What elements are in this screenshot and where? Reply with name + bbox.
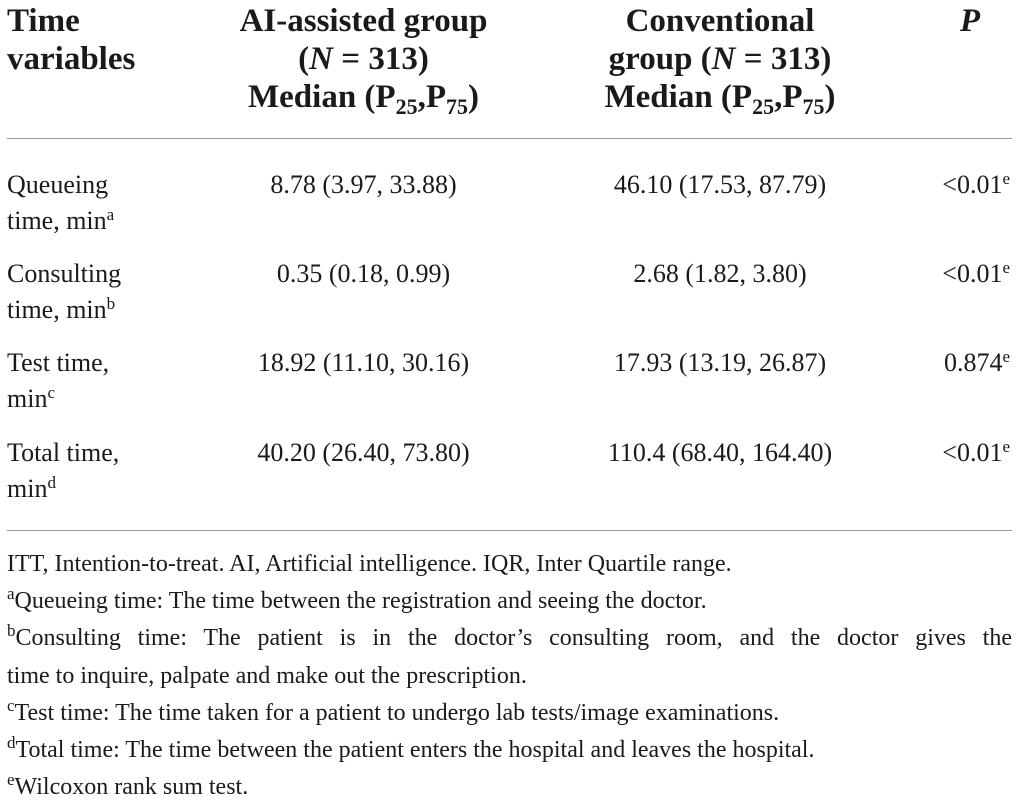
footnote-b-continued: time to inquire, palpate and make out the prescription. (7, 663, 527, 689)
row-queueing-variable: Queueing time, $\min^a$ (7, 170, 115, 235)
row-test-p: 0.874e (943, 347, 1010, 377)
header-conventional-group (560, 2, 880, 119)
footnote-abbreviations: ITT, Intention-to-treat. AI, Artificial intelligence. IQR, Inter Quartile range. (7, 551, 732, 577)
row-consulting-ai: 0.35 (0.18, 0.99) (276, 259, 451, 288)
header-conv-n: group (N = 313) (608, 41, 832, 77)
row-total-variable: Total time, $\min^d$ (7, 438, 120, 503)
header-p-value: P (959, 3, 981, 39)
header-ai-assisted-group (196, 2, 531, 119)
row-queueing-ai: 8.78 (3.97, 33.88) (270, 170, 457, 199)
row-total-conventional: 110.4 (68.40, 164.40) (607, 438, 833, 467)
header-conv-median: Median $(P_{25},P_{75})$ (604, 79, 836, 119)
footnote-c: $^c$Test time: The time taken for a patient to undergo lab tests/image examinations. (7, 696, 780, 726)
header-time-variables (7, 2, 135, 78)
row-consulting-p: <0.01$^e$ (942, 258, 1010, 288)
row-test-variable: Test time, $\min^c$ (7, 348, 110, 413)
row-queueing-p: <0.01$^e$ (942, 169, 1010, 199)
header-conv-line1: Conventional (625, 3, 815, 39)
header-ai-median: Median $(P_{25},P_{75})$ (248, 79, 479, 119)
footnote-b: $^b$Consulting time: The patient is in the doctor’s consulting room, and the doctor gives the (7, 621, 1012, 651)
row-queueing-conventional: 46.10 (17.53, 87.79) (613, 170, 827, 199)
header-time-line2: variables (7, 41, 136, 77)
row-consulting-conventional: 2.68 (1.82, 3.80) (633, 259, 807, 288)
footnote-e: $^e$Wilcoxon rank sum test. (7, 770, 249, 800)
footnote-a: $^a$Queueing time: The time between the registration and seeing the doctor. (7, 584, 707, 614)
row-total-p: <0.01$^e$ (942, 437, 1010, 467)
header-ai-n: (N = 313) (298, 41, 429, 77)
header-time-line1: Time (7, 3, 80, 39)
row-test-conventional: 17.93 (13.19, 26.87) (613, 348, 827, 377)
row-test-ai: 18.92 (11.10, 30.16) (257, 348, 470, 377)
table-rule-bottom (7, 530, 1012, 531)
table-rule-top (7, 138, 1012, 139)
row-total-ai: 40.20 (26.40, 73.80) (257, 438, 470, 467)
row-consulting-variable: Consulting time, $\min^b$ (7, 259, 122, 324)
footnote-d: $^d$Total time: The time between the patient enters the hospital and leaves the hospital. (7, 733, 815, 763)
header-ai-line1: AI-assisted group (239, 3, 488, 39)
